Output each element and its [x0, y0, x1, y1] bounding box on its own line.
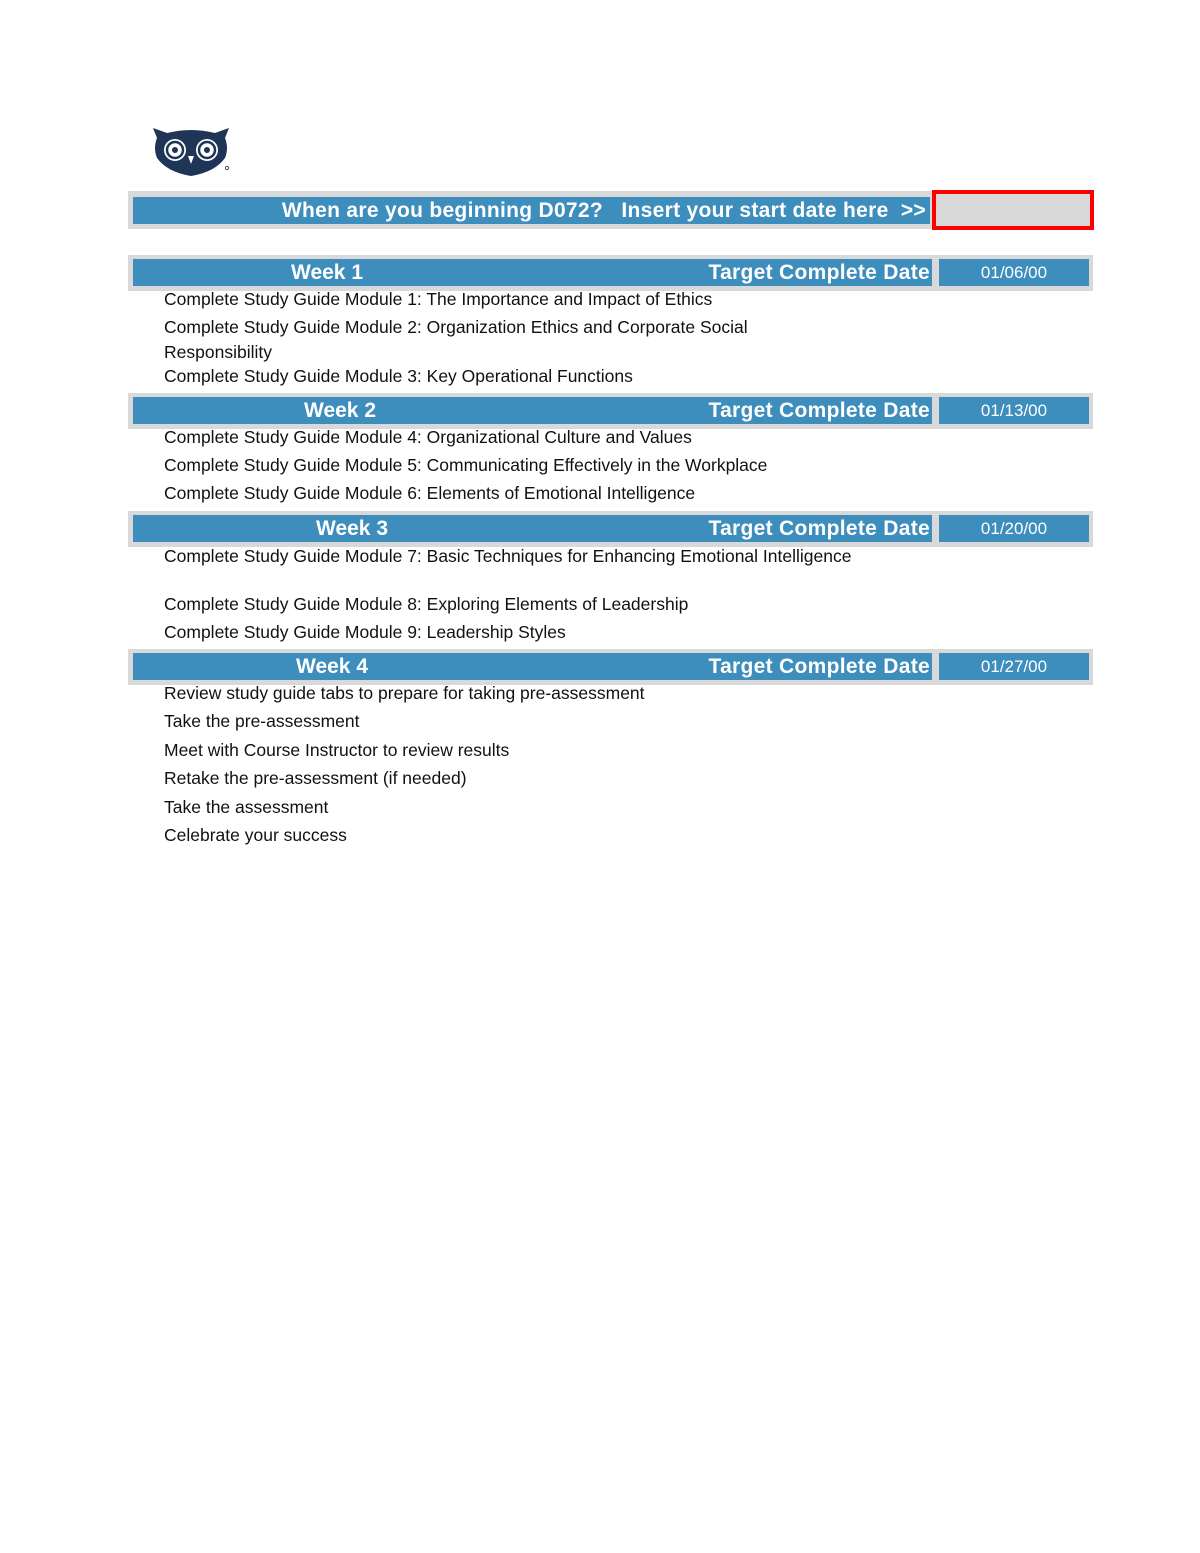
target-date: 01/06/00: [939, 259, 1089, 286]
target-complete-label: Target Complete Date: [708, 517, 930, 540]
start-date-bar: [133, 197, 930, 224]
task-item: Complete Study Guide Module 7: Basic Techniques for Enhancing Emotional Intelligence: [164, 546, 852, 566]
week-header-bar: [133, 515, 932, 542]
task-item: Retake the pre-assessment (if needed): [164, 768, 467, 788]
week-label: Week 3: [316, 517, 388, 540]
week-header-bar: [133, 397, 932, 424]
task-item: Complete Study Guide Module 1: The Importance and Impact of Ethics: [164, 289, 713, 309]
task-item: Complete Study Guide Module 3: Key Operational Functions: [164, 366, 633, 386]
start-date-input[interactable]: [932, 190, 1094, 230]
week-header: [128, 649, 1093, 685]
target-date: 01/27/00: [939, 653, 1089, 680]
task-item: Complete Study Guide Module 9: Leadership Styles: [164, 622, 566, 642]
task-item: Complete Study Guide Module 6: Elements of Emotional Intelligence: [164, 483, 696, 503]
task-item: Take the pre-assessment: [164, 711, 360, 731]
week-header-bar: [133, 259, 932, 286]
week-header-bar: [133, 653, 932, 680]
week-label: Week 4: [296, 655, 368, 678]
week-header: [128, 255, 1093, 291]
week-label: Week 1: [291, 261, 363, 284]
target-complete-label: Target Complete Date: [708, 261, 930, 284]
task-item: Complete Study Guide Module 2: Organization Ethics and Corporate Social: [164, 317, 748, 337]
target-date: 01/13/00: [939, 397, 1089, 424]
week-header: [128, 393, 1093, 429]
target-complete-label: Target Complete Date: [708, 399, 930, 422]
task-item: Complete Study Guide Module 8: Exploring Elements of Leadership: [164, 594, 689, 614]
task-item: Complete Study Guide Module 5: Communicating Effectively in the Workplace: [164, 455, 768, 475]
start-date-question: When are you beginning D072? Insert your start date here >>: [281, 199, 926, 222]
task-item: Responsibility: [164, 342, 272, 362]
owl-logo-icon: [151, 124, 233, 180]
task-item: Celebrate your success: [164, 825, 347, 845]
task-item: Review study guide tabs to prepare for taking pre-assessment: [164, 683, 645, 703]
task-item: Meet with Course Instructor to review results: [164, 740, 510, 760]
week-header: [128, 511, 1093, 547]
task-item: Take the assessment: [164, 797, 329, 817]
week-label: Week 2: [304, 399, 376, 422]
start-date-row: [128, 191, 934, 229]
task-item: Complete Study Guide Module 4: Organizational Culture and Values: [164, 427, 692, 447]
target-complete-label: Target Complete Date: [708, 655, 930, 678]
target-date: 01/20/00: [939, 515, 1089, 542]
